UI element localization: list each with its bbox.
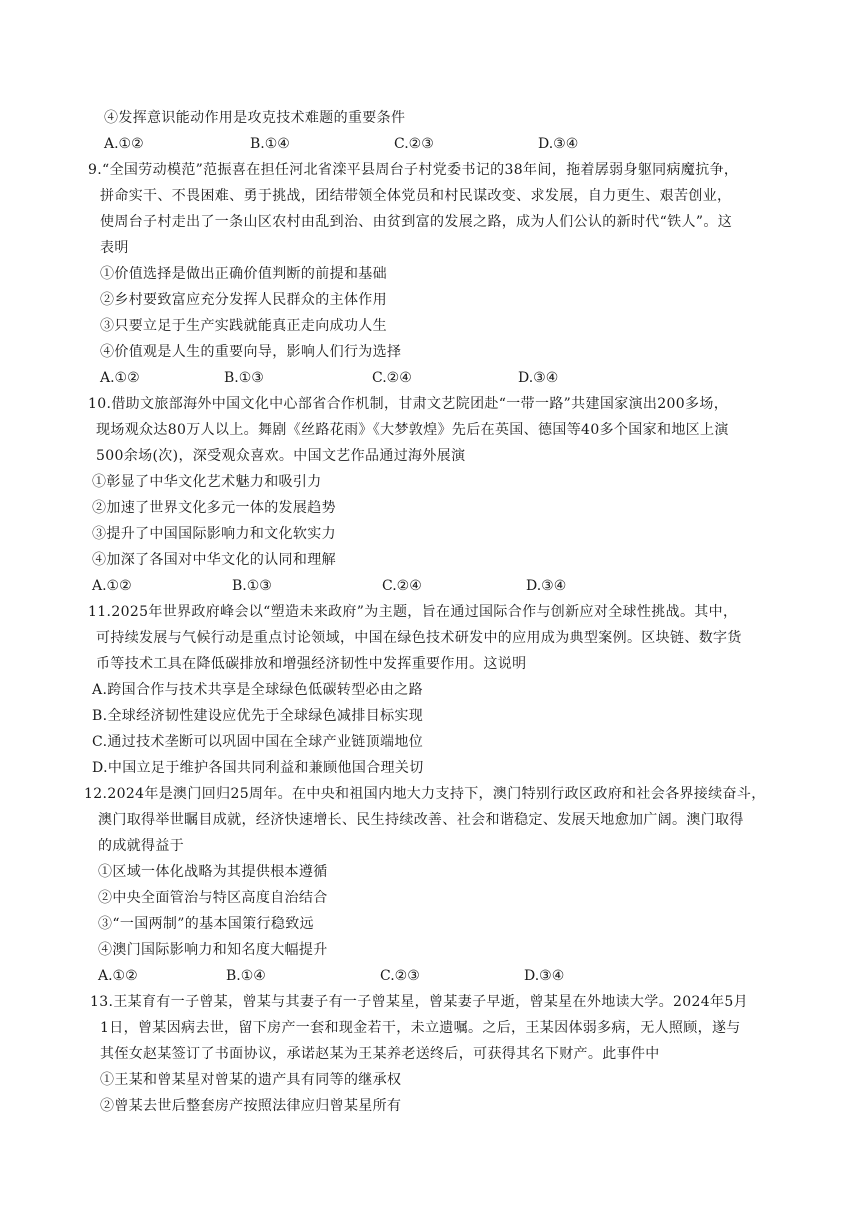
question-stem: 使周台子村走出了一条山区农村由乱到治、由贫到富的发展之路，成为人们公认的新时代“铁人”。这 (100, 214, 733, 230)
statement-4: ④澳门国际影响力和知名度大幅提升 (98, 942, 328, 958)
choice-c: C.通过技术垄断可以巩固中国在全球产业链顶端地位 (92, 734, 424, 750)
question-stem: 11.2025年世界政府峰会以“塑造未来政府”为主题，旨在通过国际合作与创新应对全球性挑战。其中， (88, 604, 738, 620)
statement-2: ②加速了世界文化多元一体的发展趋势 (92, 500, 336, 516)
question-stem: 1日，曾某因病去世，留下房产一套和现金若干，未立遗嘱。之后，王某因体弱多病，无人照顾，遂与 (100, 1020, 741, 1036)
option-c: C.②③ (394, 136, 434, 152)
option-b: B.①④ (250, 136, 290, 152)
option-c: C.②④ (382, 578, 422, 594)
question-stem: 13.王某育有一子曾某，曾某与其妻子有一子曾某星，曾某妻子早逝，曾某星在外地读大学。2024年5月 (90, 994, 748, 1010)
option-b: B.①③ (224, 370, 264, 386)
option-a: A.①② (100, 370, 140, 386)
option-c: C.②④ (372, 370, 412, 386)
option-a: A.①② (104, 136, 144, 152)
option-d: D.③④ (538, 136, 579, 152)
option-a: A.①② (92, 578, 132, 594)
statement-1: ①区域一体化战略为其提供根本遵循 (98, 864, 328, 880)
statement-3: ③只要立足于生产实践就能真正走向成功人生 (100, 318, 387, 334)
question-stem: 10.借助文旅部海外中国文化中心部省合作机制，甘肃文艺院团赴“一带一路”共建国家演出200多场， (88, 396, 729, 412)
option-d: D.③④ (524, 968, 565, 984)
option-a: A.①② (98, 968, 138, 984)
question-stem: 澳门取得举世瞩目成就，经济快速增长、民生持续改善、社会和谐稳定、发展天地愈加广阔。澳门取得 (98, 812, 744, 828)
statement-1: ①价值选择是做出正确价值判断的前提和基础 (100, 266, 387, 282)
statement-4: ④加深了各国对中华文化的认同和理解 (92, 552, 336, 568)
choice-b: B.全球经济韧性建设应优先于全球绿色减排目标实现 (92, 708, 424, 724)
question-stem: 表明 (100, 240, 129, 256)
question-stem: 币等技术工具在降低碳排放和增强经济韧性中发挥重要作用。这说明 (96, 656, 527, 672)
question-stem: 可持续发展与气候行动是重点讨论领域，中国在绿色技术研发中的应用成为典型案例。区块链、数字货 (96, 630, 742, 646)
statement-3: ③“一国两制”的基本国策行稳致远 (98, 916, 314, 932)
statement-2: ②中央全面管治与特区高度自治结合 (98, 890, 328, 906)
statement-2: ②曾某去世后整套房产按照法律应归曾某星所有 (100, 1098, 402, 1114)
choice-d: D.中国立足于维护各国共同利益和兼顾他国合理关切 (92, 760, 424, 776)
option-b: B.①③ (232, 578, 272, 594)
statement-1: ①彰显了中华文化艺术魅力和吸引力 (92, 474, 322, 490)
prev-statement-4: ④发挥意识能动作用是攻克技术难题的重要条件 (104, 110, 406, 126)
question-stem: 500余场(次)，深受观众喜欢。中国文艺作品通过海外展演 (96, 448, 466, 464)
option-d: D.③④ (526, 578, 567, 594)
statement-4: ④价值观是人生的重要向导，影响人们行为选择 (100, 344, 402, 360)
question-stem: 其侄女赵某签订了书面协议，承诺赵某为王某养老送终后，可获得其名下财产。此事件中 (100, 1046, 660, 1062)
question-stem: 9.“全国劳动模范”范振喜在担任河北省滦平县周台子村党委书记的38年间，拖着孱弱身躯同病魔抗争， (88, 162, 739, 178)
option-b: B.①④ (226, 968, 266, 984)
option-c: C.②③ (380, 968, 420, 984)
question-stem: 的成就得益于 (98, 838, 185, 854)
question-stem: 现场观众达80万人以上。舞剧《丝路花雨》《大梦敦煌》先后在英国、德国等40多个国家和地区上演 (96, 422, 729, 438)
statement-2: ②乡村要致富应充分发挥人民群众的主体作用 (100, 292, 387, 308)
question-stem: 拼命实干、不畏困难、勇于挑战，团结带领全体党员和村民谋改变、求发展，自力更生、艰苦创业， (100, 188, 732, 204)
option-d: D.③④ (518, 370, 559, 386)
statement-3: ③提升了中国国际影响力和文化软实力 (92, 526, 336, 542)
choice-a: A.跨国合作与技术共享是全球绿色低碳转型必由之路 (92, 682, 423, 698)
statement-1: ①王某和曾某星对曾某的遗产具有同等的继承权 (100, 1072, 402, 1088)
question-stem: 12.2024年是澳门回归25周年。在中央和祖国内地大力支持下，澳门特别行政区政府和社会各界接续奋斗， (84, 786, 766, 802)
